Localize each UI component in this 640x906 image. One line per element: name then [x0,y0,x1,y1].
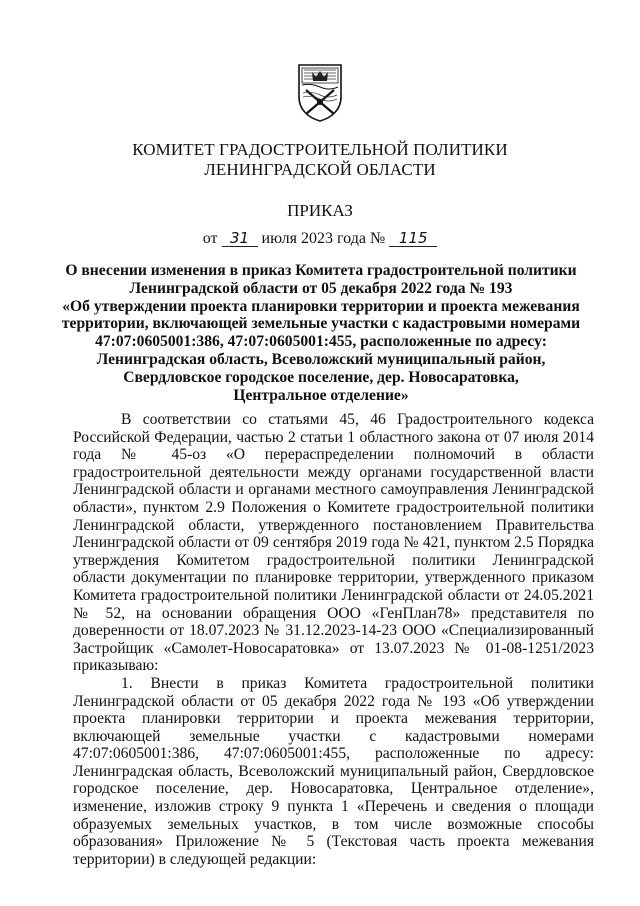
org-line-1: КОМИТЕТ ГРАДОСТРОИТЕЛЬНОЙ ПОЛИТИКИ [132,140,508,159]
document-type: ПРИКАЗ [287,201,353,220]
coat-of-arms-icon [296,63,344,123]
subject-line: Центральное отделение» [233,386,409,404]
org-line-2: ЛЕНИНГРАДСКОЙ ОБЛАСТИ [204,160,436,179]
date-middle: июля 2023 года № [261,230,386,247]
subject-line: территории, включающей земельные участки с кадастровыми номерами [61,315,581,333]
body-paragraph-item-1: 1. Внести в приказ Комитета градостроительной политики Ленинградской области от 05 декабря 2022 года № 193 «Об утверждении проекта планировки территории и проекта межевания территории, включающей земельные участки с кадастровыми номерами 47:07:0605001:386, 47:07:0605001:455, расположенные по адресу: Ленинградская область, Всеволожский муниципальный район, Свердловское городское поселение, дер. Новосаратовка, Центральное отделение», изменение, изложив строку 9 пункта 1 «Перечень и сведения о площади образуемых земельных участков, в том числе возможные способы образования» Приложение № 5 (Текстовая часть проекта межевания территории) в следующей редакции: [73,674,594,868]
subject-line: Ленинградской области от 05 декабря 2022 года № 193 [129,279,513,297]
organization-name [0,140,640,180]
subject-line: «Об утверждении проекта планировки территории и проекта межевания [62,297,580,315]
order-subject [60,262,582,404]
order-date-line [0,229,640,249]
body-paragraph-preamble: В соответствии со статьями 45, 46 Градостроительного кодекса Российской Федерации, частью 2 статьи 1 областного закона от 07 июля 2014 года № 45-оз «О перераспределении полномочий в области градостроительной деятельности между органами государственной власти Ленинградской области и органами местного самоуправления Ленинградской области», пунктом 2.9 Положения о Комитете градостроительной политики Ленинградской области, утвержденного постановлением Правительства Ленинградской области от 09 сентября 2019 года № 421, пунктом 2.5 Порядка утверждения Комитетом градостроительной политики Ленинградской области документации по планировке территории, утвержденного приказом Комитета градостроительной политики Ленинградской области от 24.05.2021 № 52, на основании обращения ООО «ГенПлан78» представителя по доверенности от 18.07.2023 № 31.12.2023-14-23 ООО «Специализированный Застройщик «Самолет-Новосаратовка» от 13.07.2023 № 01-08-1251/2023 приказываю: [73,411,594,675]
subject-line: 47:07:0605001:386, 47:07:0605001:455, расположенные по адресу: [95,333,547,351]
handwritten-day: 31 [222,230,258,247]
subject-line: Ленинградская область, Всеволожский муниципальный район, [96,350,546,368]
order-body [73,411,594,868]
date-prefix: от [202,230,218,247]
subject-line: О внесении изменения в приказ Комитета градостроительной политики [65,262,577,279]
subject-line: Свердловское городское поселение, дер. Новосаратовка, [123,368,519,386]
handwritten-number: 115 [389,230,437,247]
